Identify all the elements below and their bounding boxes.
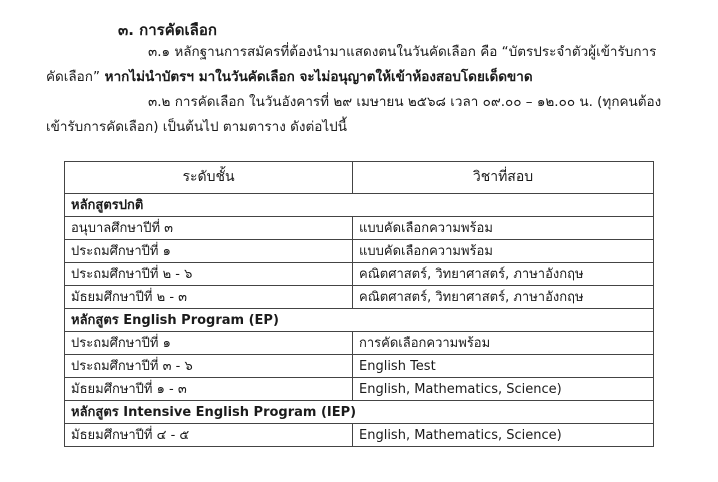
header-level: ระดับชั้น — [65, 162, 353, 194]
table-row — [65, 355, 654, 378]
subjects-cell: แบบคัดเลือกความพร้อม — [353, 217, 654, 240]
section-label: หลักสูตร Intensive English Program (IEP) — [65, 401, 654, 424]
table-section-row — [65, 309, 654, 332]
level-cell: อนุบาลศึกษาปีที่ ๓ — [65, 217, 353, 240]
level-cell: ประถมศึกษาปีที่ ๓ - ๖ — [65, 355, 353, 378]
paragraph-evidence-line-1: ๓.๑ หลักฐานการสมัครที่ต้องนำมาแสดงตนในวันคัดเลือก คือ “บัตรประจำตัวผู้เข้ารับการ — [148, 44, 657, 60]
paragraph-schedule — [46, 90, 686, 140]
table-row — [65, 286, 654, 309]
table-header-row — [65, 162, 654, 194]
level-cell: ประถมศึกษาปีที่ ๑ — [65, 332, 353, 355]
paragraph-evidence — [46, 40, 686, 90]
table-row — [65, 240, 654, 263]
subjects-cell: English, Mathematics, Science) — [353, 424, 654, 447]
table-row — [65, 424, 654, 447]
table-row — [65, 263, 654, 286]
subjects-cell: คณิตศาสตร์, วิทยาศาสตร์, ภาษาอังกฤษ — [353, 286, 654, 309]
table-row — [65, 217, 654, 240]
section-label: หลักสูตร English Program (EP) — [65, 309, 654, 332]
subjects-cell: English Test — [353, 355, 654, 378]
paragraph-evidence-warning: หากไม่นำบัตรฯ มาในวันคัดเลือก จะไม่อนุญาตให้เข้าห้องสอบโดยเด็ดขาด — [99, 69, 533, 85]
exam-schedule-table — [64, 161, 654, 447]
paragraph-schedule-line-2: เข้ารับการคัดเลือก) เป็นต้นไป ตามตาราง ดังต่อไปนี้ — [46, 119, 347, 135]
section-label: หลักสูตรปกติ — [65, 194, 654, 217]
level-cell: ประถมศึกษาปีที่ ๒ - ๖ — [65, 263, 353, 286]
paragraph-schedule-line-1: ๓.๒ การคัดเลือก ในวันอังคารที่ ๒๙ เมษายน ๒๕๖๘ เวลา ๐๙.๐๐ – ๑๒.๐๐ น. (ทุกคนต้อง — [148, 94, 662, 110]
level-cell: มัธยมศึกษาปีที่ ๔ - ๕ — [65, 424, 353, 447]
table-section-row — [65, 194, 654, 217]
subjects-cell: คณิตศาสตร์, วิทยาศาสตร์, ภาษาอังกฤษ — [353, 263, 654, 286]
subjects-cell: English, Mathematics, Science) — [353, 378, 654, 401]
table-row — [65, 332, 654, 355]
table-section-row — [65, 401, 654, 424]
level-cell: ประถมศึกษาปีที่ ๑ — [65, 240, 353, 263]
paragraph-evidence-line-2 — [46, 65, 686, 90]
level-cell: มัธยมศึกษาปีที่ ๒ - ๓ — [65, 286, 353, 309]
section-heading: ๓. การคัดเลือก — [118, 21, 217, 39]
header-subjects: วิชาที่สอบ — [353, 162, 654, 194]
subjects-cell: แบบคัดเลือกความพร้อม — [353, 240, 654, 263]
table-row — [65, 378, 654, 401]
level-cell: มัธยมศึกษาปีที่ ๑ - ๓ — [65, 378, 353, 401]
subjects-cell: การคัดเลือกความพร้อม — [353, 332, 654, 355]
paragraph-evidence-line-2-normal: คัดเลือก” — [46, 69, 100, 85]
